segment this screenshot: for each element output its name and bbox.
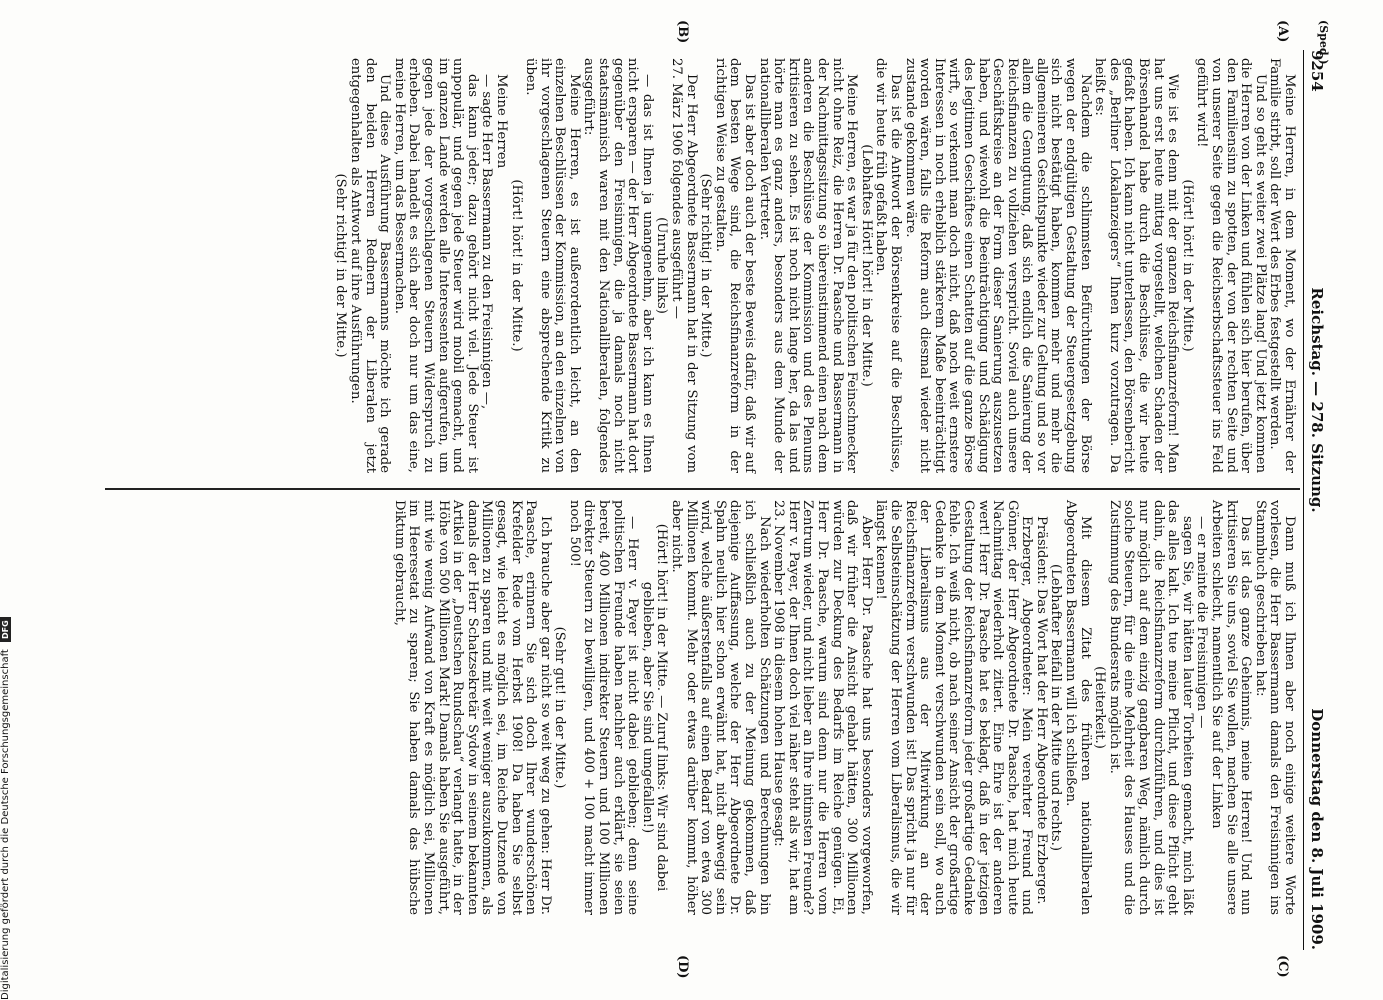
paragraph: (Hört! hört! in der Mitte.) bbox=[1179, 179, 1195, 352]
margin-mark-sped: (Sped.) bbox=[1317, 20, 1330, 65]
paragraph: Meine Herren, es war ja für den politischen Feinschmecker nicht ohne Reiz, die Herren Dr. Paasche und Bassermann in der Nachmittagssitzung so übereinstimmend einen nach dem anderen die Beschlüsse der Kommission und des Plenums kritisieren zu sehen. Es ist noch nicht lange her, da las und hörte man es ganz anders, besonders aus dem Munde der nationalliberalen Vertreter. bbox=[756, 58, 860, 473]
paragraph: Nach wiederholten Schätzungen und Berechnungen bin ich schließlich auch zu der Meinung gekommen, daß diejenige Auffassung, welche der Herr Abgeordnete Dr. Spahn neulich hier schon erwähnt hat, nicht abwegig sein wird, welche äußerstenfalls auf einen Bedarf von etwa 300 Millionen kommt. Mehr oder etwas darüber kommt, höher aber nicht. bbox=[669, 500, 772, 915]
page-number: 9254 bbox=[1308, 50, 1326, 92]
paragraph: Das ist aber doch auch der beste Beweis dafür, daß wir auf dem besten Wege sind, die Reichsfinanzreform in der richtigen Weise zu gestalten. bbox=[712, 58, 758, 473]
paragraph: — Herr v. Payer ist nicht dabei geblieben; denn seine politischen Freunde haben nachher auch erklärt, sie seien bereit, 400 Millionen indirekter Steuern und 100 Millionen direkter Steuern zu bewilligen, und 400 + 100 macht immer noch 500! bbox=[566, 500, 641, 915]
paragraph: Aber Herr Dr. Paasche hat uns besonders vorgeworfen, daß wir früher die Ansicht gehabt hätten, 300 Millionen würden zur Deckung des Bedarfs im Reiche genügen. Ei, Herr Dr. Paasche, warum sind denn nur die Herren vom Zentrum wieder, und nicht lieber an Ihre intimsten Freunde? Herr v. Payer, der Ihnen doch viel näher steht als wir, hat am 23. November 1908 in diesem hohen Hause gesagt: bbox=[771, 500, 874, 915]
paragraph: Erzberger, Abgeordneter: Mein verehrter Freund und Gönner, der Herr Abgeordnete Dr. Paasche, hat mich heute Nachmittag wiederholt zitiert. Eine Ehre ist der anderen wert! Herr Dr. Paasche hat es beklagt, daß in der jetzigen Gestaltung der Reichsfinanzreform jeder großartige Gedanke fehle. Ich weiß nicht, ob nach seiner Ansicht der großartige Gedanke in dem Moment verschwunden sein soll, wo auch der Liberalismus aus der Mitwirkung an der Reichsfinanzreform verschwunden ist! Das spricht ja nur für die Selbsteinschätzung der Herren vom Liberalismus, die wir längst kennen! bbox=[873, 500, 1035, 915]
left-column bbox=[333, 58, 1296, 473]
margin-mark-c: (C) bbox=[1275, 955, 1290, 978]
footer-text: Digitalisierung gefördert durch die Deutsche Forschungsgemeinschaft bbox=[0, 649, 11, 1000]
paragraph: Meine Herren, es ist außerordentlich leicht, an den einzelnen Beschlüssen der Kommission, an den einzelnen von ihr vorgeschlagenen Steuern eine absprechende Kritik zu üben. bbox=[523, 58, 582, 473]
paragraph: (Sehr gut! in der Mitte.) bbox=[552, 626, 568, 789]
paragraph: Der Herr Abgeordnete Bassermann hat in der Sitzung vom 27. März 1906 folgendes ausgeführt — bbox=[669, 58, 699, 473]
paragraph: Meine Herren, in dem Moment, wo der Ernährer der Familie stirbt, soll der Wert des Erbes festgestellt werden. bbox=[1267, 58, 1297, 473]
page-title: Reichstag. — 278. Sitzung. bbox=[1308, 287, 1326, 513]
paragraph: sagen Sie, wir hätten lauter Torheiten gemacht, mich läßt das alles kalt. Ich tue meine Pflicht, und diese Pflicht geht dahin, die Reichsfinanzreform durchzuführen, und dies ist nur möglich auf dem einzig gangbaren Weg, nämlich durch solche Steuern, für die eine Mehrheit des Hauses und die Zustimmung des Bundesrats möglich ist. bbox=[1106, 500, 1195, 915]
document-page bbox=[100, 20, 1330, 979]
paragraph: das kann jeder; dazu gehört nicht viel. Jede Steuer ist unpopulär, und gegen jede Steuer wird mobil gemacht, und im ganzen Lande werden alle Interessenten aufgerufen, um gegen jede der vorgeschlagenen Steuern Widerspruch zu erheben. Dabei handelt es sich aber doch nur um das eine, meine Herren, um das Bessermachen. bbox=[391, 58, 480, 473]
dfg-logo: DFG bbox=[0, 617, 11, 642]
paragraph: Und so geht es weiter zwei Plätze lang! Und jetzt kommen die Herren von der Linken und fühlen sich hier berufen, über den Familiensinn zu spotten, der von der rechten Seite und von unserer Seite gegen die Reichserbschaftssteuer ins Feld geführt wird! bbox=[1194, 58, 1268, 473]
page-header bbox=[1303, 50, 1330, 950]
margin-mark-a: (A) bbox=[1275, 20, 1290, 43]
paragraph: Ich brauche aber gar nicht so weit weg zu gehen: Herr Dr. Paasche, erinnern Sie sich doch Ihrer wunderschönen Krefelder Rede vom Herbst 1908! Da haben Sie selbst gesagt, wie leicht es möglich sei, im Reiche Dutzende von Millionen zu sparen und mit weit weniger auszukommen, als damals der Herr Schatzsekretär Sydow in seinem bekannten Artikel in der „Deutschen Rundschau“ verlangt hatte, in der Höhe von 500 Millionen Mark! Damals haben Sie ausgeführt, mit wie wenig Aufwand von Kraft es möglich sei, Millionen im Heeresetat zu sparen; Sie haben damals das hübsche Diktum gebraucht, bbox=[391, 500, 553, 915]
paragraph: Dann muß ich Ihnen aber noch einige weitere Worte vorlesen, die Herr Bassermann damals den Freisinnigen ins Stammbuch geschrieben hat: bbox=[1252, 500, 1297, 915]
right-column bbox=[391, 500, 1296, 915]
paragraph: (Unruhe links) bbox=[654, 217, 670, 314]
paragraph: Das ist die Antwort der Börsenkreise auf die Beschlüsse, die wir heute früh gefaßt haben. bbox=[873, 58, 903, 473]
paragraph: — das ist Ihnen ja unangenehm, aber ich kann es Ihnen nicht ersparen — der Herr Abgeordnete Bassermann hat dort gegenüber den Freisinnigen, die ja damals noch nicht staatsmännisch waren mit den Nationalliberalen, folgendes ausgeführt: bbox=[581, 58, 655, 473]
paragraph: Wie ist es denn mit der ganzen Reichsfinanzreform! Man hat uns erst heute mittag vorgestellt, welchen Schaden der Börsenhandel habe durch die Beschlüsse, die wir heute gefaßt haben. Ich kann nicht unterlassen, den Börsenbericht des „Berliner Lokalanzeigers“ Ihnen kurz vorzutragen. Da heißt es: bbox=[1092, 58, 1181, 473]
paragraph: (Hört! hört! in der Mitte. — Zuruf links: Wir sind dabei geblieben, aber Sie sind umgefallen!) bbox=[639, 523, 670, 892]
paragraph: Das ist das ganze Geheimnis, meine Herren! Und nun kritisieren Sie uns, soviel Sie wollen, machen Sie alle unsere Arbeiten schlecht, namentlich Sie auf der Linken bbox=[1209, 500, 1254, 915]
paragraph: — sagte Herr Bassermann zu den Freisinnigen —, bbox=[479, 74, 495, 410]
paragraph: — er meinte die Freisinnigen — bbox=[1194, 516, 1210, 729]
paragraph: (Heiterkeit.) bbox=[1092, 666, 1108, 749]
paragraph: Präsident: Das Wort hat der Herr Abgeordnete Erzberger. bbox=[1033, 516, 1049, 905]
column-divider bbox=[105, 488, 1300, 490]
paragraph: Meine Herren bbox=[493, 74, 509, 169]
paragraph: Mit diesem Zitat des früheren nationalliberalen Abgeordneten Bassermann will ich schließen. bbox=[1063, 500, 1093, 915]
margin-mark-b: (B) bbox=[675, 20, 690, 44]
page-date: Donnerstag den 8. Juli 1909. bbox=[1308, 708, 1326, 950]
paragraph: (Hört! hört! in der Mitte.) bbox=[508, 179, 524, 352]
paragraph: (Sehr richtig! in der Mitte.) bbox=[333, 173, 349, 358]
dfg-footer bbox=[0, 617, 11, 1000]
paragraph: (Sehr richtig! in der Mitte.) bbox=[698, 173, 714, 358]
paragraph: (Lebhaftes Hört! hört! in der Mitte.) bbox=[858, 144, 874, 387]
margin-mark-d: (D) bbox=[675, 955, 690, 979]
paragraph: Und diese Ausführung Bassermanns möchte ich gerade den beiden Herren Rednern der Liberalen jetzt entgegenhalten als Antwort auf ihre Ausführungen. bbox=[348, 58, 393, 473]
paragraph: Nachdem die schlimmsten Befürchtungen der Börse wegen der endgültigen Gestaltung der Steuergesetzgebung sich nicht bestätigt haben, kommen mehr und mehr die allgemeineren Gesichtspunkte wieder zur Geltung und so vor allem die Genugtuung, daß sich endlich die Sanierung der Reichsfinanzen zu vollziehen verspricht. Soviel auch unsere Geschäftskreise an der Form dieser Sanierung auszusetzen haben, und wiewohl die Beeinträchtigung und Schädigung des legitimen Geschäftes einen Schatten auf die ganze Börse wirft, so verkennt man doch nicht, daß noch weit ernstere Interessen in noch erheblich stärkerem Maße beeinträchtigt worden wären, falls die Reform auch diesmal wieder nicht zustande gekommen wäre. bbox=[902, 58, 1093, 473]
paragraph: (Lebhafter Beifall in der Mitte und rechts.) bbox=[1048, 563, 1064, 852]
